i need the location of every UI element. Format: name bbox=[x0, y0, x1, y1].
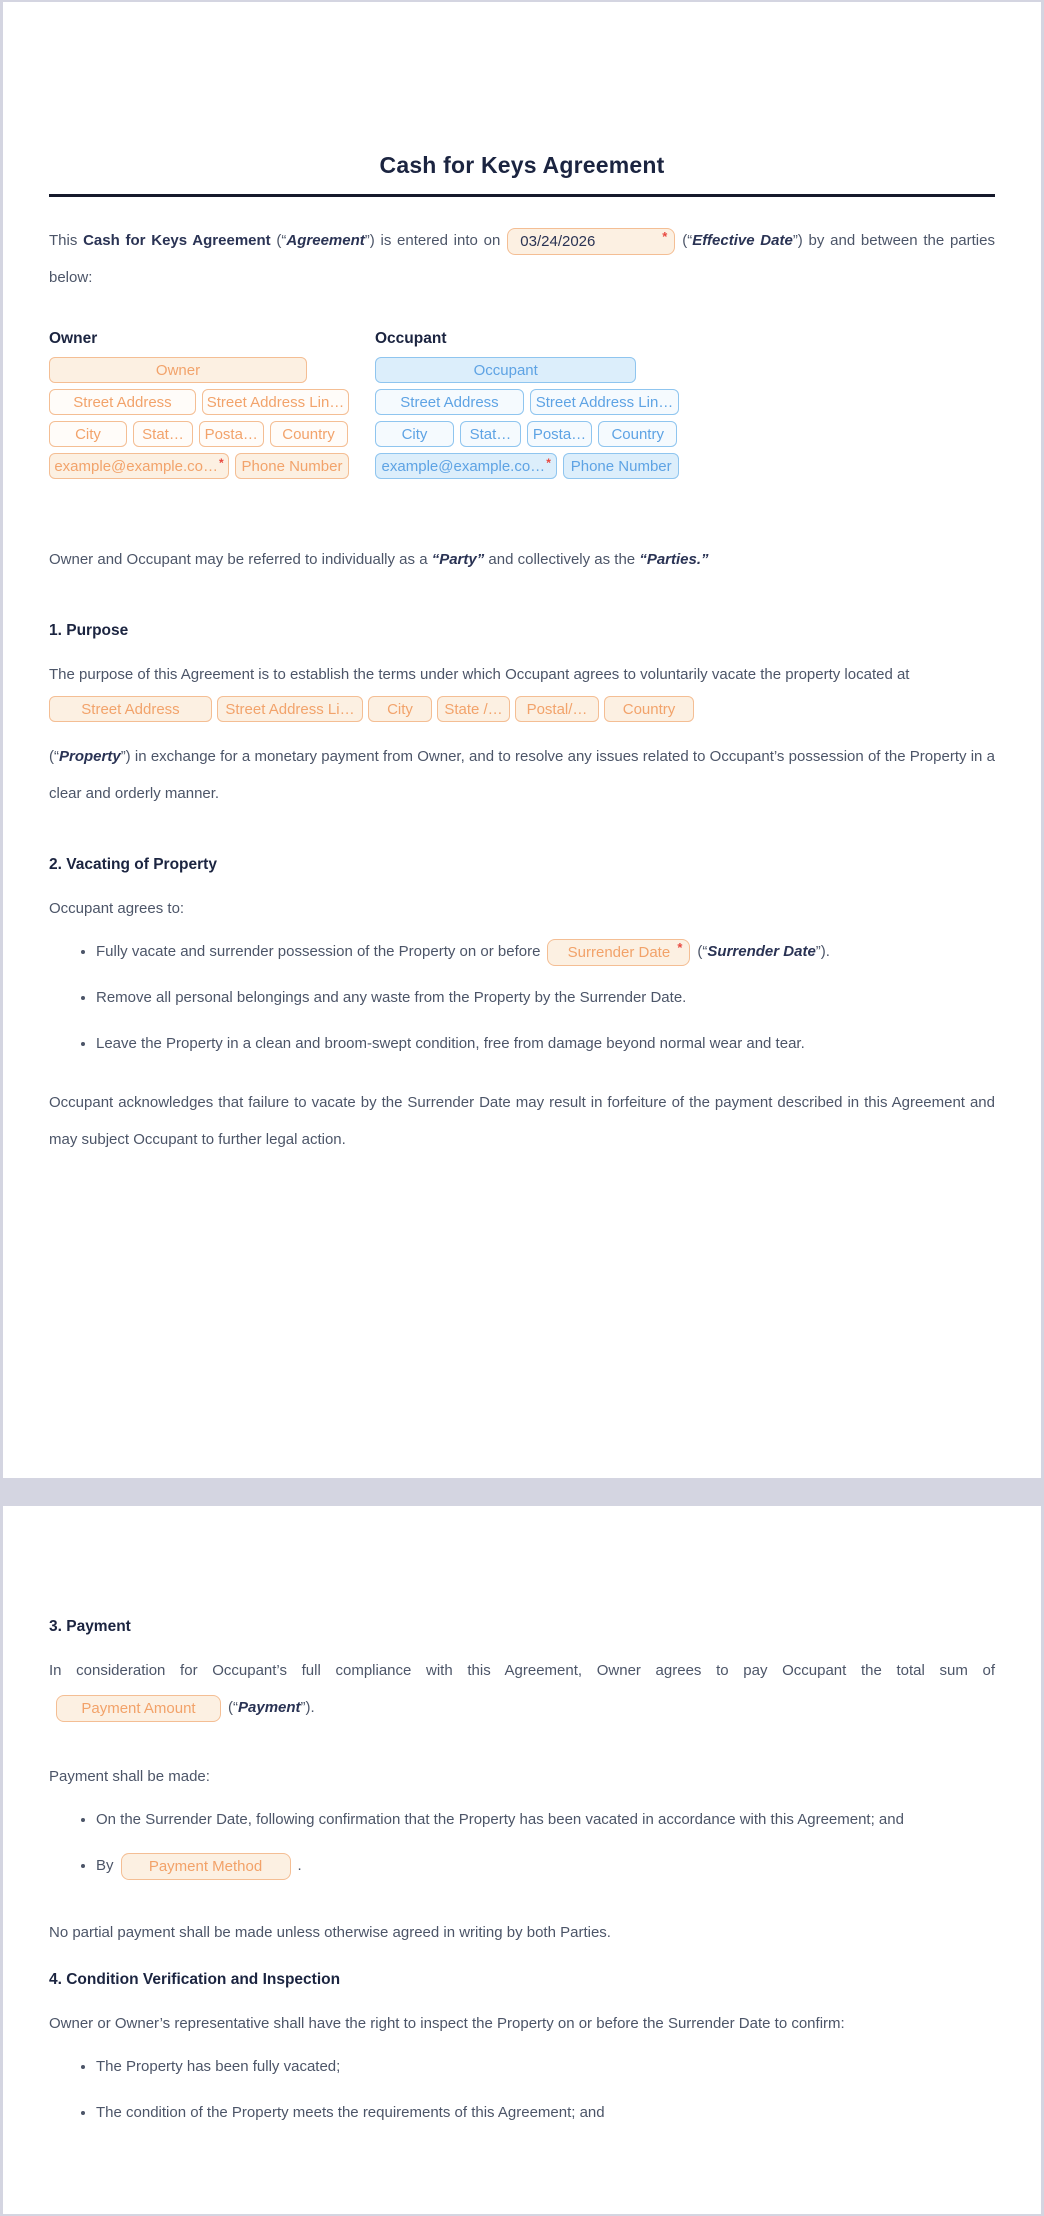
intro-bold-term: Cash for Keys Agreement bbox=[83, 232, 271, 249]
intro-text: This bbox=[49, 232, 84, 249]
occupant-city-placeholder: City bbox=[401, 425, 428, 443]
payment-text: ”). bbox=[300, 1699, 315, 1716]
title-underline bbox=[49, 194, 995, 197]
owner-street-row bbox=[49, 389, 349, 415]
vacating-list bbox=[49, 933, 995, 1062]
page-break-band bbox=[0, 1478, 1044, 1506]
occupant-state-field[interactable] bbox=[460, 421, 521, 447]
vacating-lead: Occupant agrees to: bbox=[49, 900, 185, 917]
parties-term: “Parties.” bbox=[639, 551, 709, 568]
property-street-placeholder: Street Address bbox=[81, 700, 180, 718]
vacate-text: (“ bbox=[697, 943, 708, 960]
property-state-field[interactable] bbox=[437, 696, 510, 722]
owner-state-placeholder: Stat… bbox=[142, 425, 184, 443]
property-definition-paragraph bbox=[49, 738, 995, 812]
effective-date-term: Effective Date bbox=[692, 232, 793, 249]
list-item: • On the Surrender Date, following confirmation that the Property has been vacated in accordance with this Agreement; and bbox=[96, 1801, 995, 1838]
purpose-paragraph: The purpose of this Agreement is to establish the terms under which Occupant agrees to voluntarily vacate the property located at bbox=[49, 666, 910, 683]
property-term: Property bbox=[59, 748, 121, 765]
payment-list bbox=[49, 1801, 995, 1884]
document-page-1 bbox=[3, 2, 1041, 1478]
occupant-email-placeholder: example@example.co… bbox=[381, 457, 546, 475]
intro-text: ”) is entered into on bbox=[364, 232, 501, 249]
occupant-heading: Occupant bbox=[375, 330, 447, 347]
owner-street-placeholder: Street Address bbox=[73, 393, 172, 411]
payment-amount-placeholder: Payment Amount bbox=[81, 1699, 196, 1717]
parties-text: Owner and Occupant may be referred to individually as a bbox=[49, 551, 432, 568]
property-country-placeholder: Country bbox=[622, 700, 676, 718]
payment-amount-field[interactable] bbox=[56, 1695, 221, 1722]
effective-date-value: 03/24/2026 bbox=[520, 232, 596, 250]
owner-name-row bbox=[49, 357, 349, 383]
property-state-placeholder: State /… bbox=[444, 700, 503, 718]
occupant-city-row bbox=[375, 421, 679, 447]
occupant-street-row bbox=[375, 389, 679, 415]
owner-name-field[interactable] bbox=[49, 357, 307, 383]
vacate-text: Fully vacate and surrender possession of the Property on or before bbox=[96, 943, 541, 960]
parties-section bbox=[49, 330, 995, 485]
owner-email-field[interactable] bbox=[49, 453, 229, 479]
occupant-street2-placeholder: Street Address Lin… bbox=[535, 393, 674, 411]
owner-phone-field[interactable] bbox=[235, 453, 349, 479]
occupant-email-field[interactable] bbox=[375, 453, 557, 479]
owner-postal-field[interactable] bbox=[199, 421, 264, 447]
occupant-country-placeholder: Country bbox=[611, 425, 664, 443]
required-asterisk: * bbox=[677, 939, 683, 955]
occupant-street-address-field[interactable] bbox=[375, 389, 524, 415]
section-1-heading: 1. Purpose bbox=[49, 622, 129, 639]
owner-street2-placeholder: Street Address Lin… bbox=[206, 393, 345, 411]
property-postal-placeholder: Postal/… bbox=[526, 700, 588, 718]
property-street-address2-field[interactable] bbox=[217, 696, 363, 722]
list-item bbox=[96, 1847, 995, 1884]
payment-text: (“ bbox=[228, 1699, 238, 1716]
surrender-date-placeholder: Surrender Date bbox=[567, 943, 671, 961]
effective-date-field[interactable] bbox=[507, 228, 675, 255]
vacating-closing-paragraph: Occupant acknowledges that failure to vacate by the Surrender Date may result in forfeiture of the payment described in this Agreement and may subject Occupant to further legal action. bbox=[49, 1094, 995, 1148]
property-city-field[interactable] bbox=[368, 696, 432, 722]
payment-paragraph bbox=[49, 1652, 995, 1726]
page-2-content bbox=[3, 1618, 1041, 2131]
property-country-field[interactable] bbox=[604, 696, 694, 722]
owner-heading: Owner bbox=[49, 330, 98, 347]
property-address-row bbox=[49, 696, 995, 722]
document-title: Cash for Keys Agreement bbox=[379, 152, 665, 178]
section-3-heading: 3. Payment bbox=[49, 1618, 131, 1635]
owner-name-placeholder: Owner bbox=[155, 361, 201, 379]
owner-email-placeholder: example@example.co… bbox=[54, 457, 218, 475]
document-page-2 bbox=[3, 1506, 1041, 2214]
occupant-city-field[interactable] bbox=[375, 421, 454, 447]
required-asterisk: * bbox=[546, 456, 551, 470]
parties-text: and collectively as the bbox=[484, 551, 640, 568]
list-item bbox=[96, 933, 995, 970]
occupant-column bbox=[375, 330, 679, 485]
owner-street-address-field[interactable] bbox=[49, 389, 196, 415]
owner-city-field[interactable] bbox=[49, 421, 127, 447]
required-asterisk: * bbox=[218, 456, 224, 470]
list-item: • Remove all personal belongings and any waste from the Property by the Surrender Date. bbox=[96, 979, 995, 1016]
property-text: ”) in exchange for a monetary payment from Owner, and to resolve any issues related to Occupant’s possession of the Property in a clear and orderly manner. bbox=[49, 748, 995, 802]
owner-state-field[interactable] bbox=[133, 421, 193, 447]
agreement-term: Agreement bbox=[286, 232, 365, 249]
intro-text: ”) by and between the parties below: bbox=[49, 232, 995, 286]
payment-text: In consideration for Occupant’s full compliance with this Agreement, Owner agrees to pay Occupant the total sum of bbox=[49, 1662, 995, 1679]
payment-closing-paragraph: No partial payment shall be made unless otherwise agreed in writing by both Parties. bbox=[49, 1924, 611, 1941]
property-text: (“ bbox=[49, 748, 59, 765]
occupant-phone-field[interactable] bbox=[563, 453, 679, 479]
occupant-phone-placeholder: Phone Number bbox=[570, 457, 672, 475]
list-item: • Leave the Property in a clean and broom-swept condition, free from damage beyond normal wear and tear. bbox=[96, 1025, 995, 1062]
property-postal-field[interactable] bbox=[515, 696, 599, 722]
owner-city-placeholder: City bbox=[75, 425, 101, 443]
required-asterisk: * bbox=[662, 228, 668, 244]
page-1-content bbox=[3, 2, 1041, 1158]
intro-paragraph bbox=[49, 222, 995, 296]
occupant-postal-field[interactable] bbox=[527, 421, 592, 447]
owner-phone-placeholder: Phone Number bbox=[241, 457, 343, 475]
intro-text: (“ bbox=[682, 232, 693, 249]
occupant-name-field[interactable] bbox=[375, 357, 636, 383]
intro-text: (“ bbox=[270, 232, 287, 249]
vacate-text: ”). bbox=[815, 943, 830, 960]
payment-method-text: . bbox=[297, 1857, 302, 1874]
owner-column bbox=[49, 330, 349, 485]
owner-country-placeholder: Country bbox=[282, 425, 335, 443]
owner-contact-row bbox=[49, 453, 349, 479]
owner-street-address2-field[interactable] bbox=[202, 389, 349, 415]
section-2-heading: 2. Vacating of Property bbox=[49, 856, 217, 873]
owner-city-row bbox=[49, 421, 349, 447]
payment-method-text: By bbox=[96, 1857, 114, 1874]
property-city-placeholder: City bbox=[387, 700, 413, 718]
surrender-date-field[interactable] bbox=[547, 939, 690, 966]
occupant-country-field[interactable] bbox=[598, 421, 677, 447]
property-street2-placeholder: Street Address Li… bbox=[225, 700, 355, 718]
occupant-street-placeholder: Street Address bbox=[400, 393, 499, 411]
owner-postal-placeholder: Posta… bbox=[204, 425, 258, 443]
section-4-heading: 4. Condition Verification and Inspection bbox=[49, 1971, 341, 1988]
payment-lead: Payment shall be made: bbox=[49, 1768, 210, 1785]
parties-definition-paragraph bbox=[49, 541, 995, 578]
surrender-date-term: Surrender Date bbox=[707, 943, 816, 960]
occupant-street-address2-field[interactable] bbox=[530, 389, 679, 415]
party-term: “Party” bbox=[431, 551, 485, 568]
occupant-name-placeholder: Occupant bbox=[473, 361, 538, 379]
inspection-list bbox=[49, 2048, 995, 2131]
list-item: • The Property has been fully vacated; bbox=[96, 2048, 995, 2085]
occupant-state-placeholder: Stat… bbox=[469, 425, 512, 443]
inspection-paragraph: Owner or Owner’s representative shall have the right to inspect the Property on or before the Surrender Date to confirm: bbox=[49, 2015, 845, 2032]
occupant-postal-placeholder: Posta… bbox=[532, 425, 587, 443]
list-item: • The condition of the Property meets the requirements of this Agreement; and bbox=[96, 2094, 995, 2131]
payment-method-placeholder: Payment Method bbox=[148, 1857, 263, 1875]
occupant-contact-row bbox=[375, 453, 679, 479]
payment-term: Payment bbox=[238, 1699, 301, 1716]
property-street-address-field[interactable] bbox=[49, 696, 212, 722]
occupant-name-row bbox=[375, 357, 679, 383]
payment-method-field[interactable] bbox=[121, 1853, 291, 1880]
owner-country-field[interactable] bbox=[270, 421, 348, 447]
